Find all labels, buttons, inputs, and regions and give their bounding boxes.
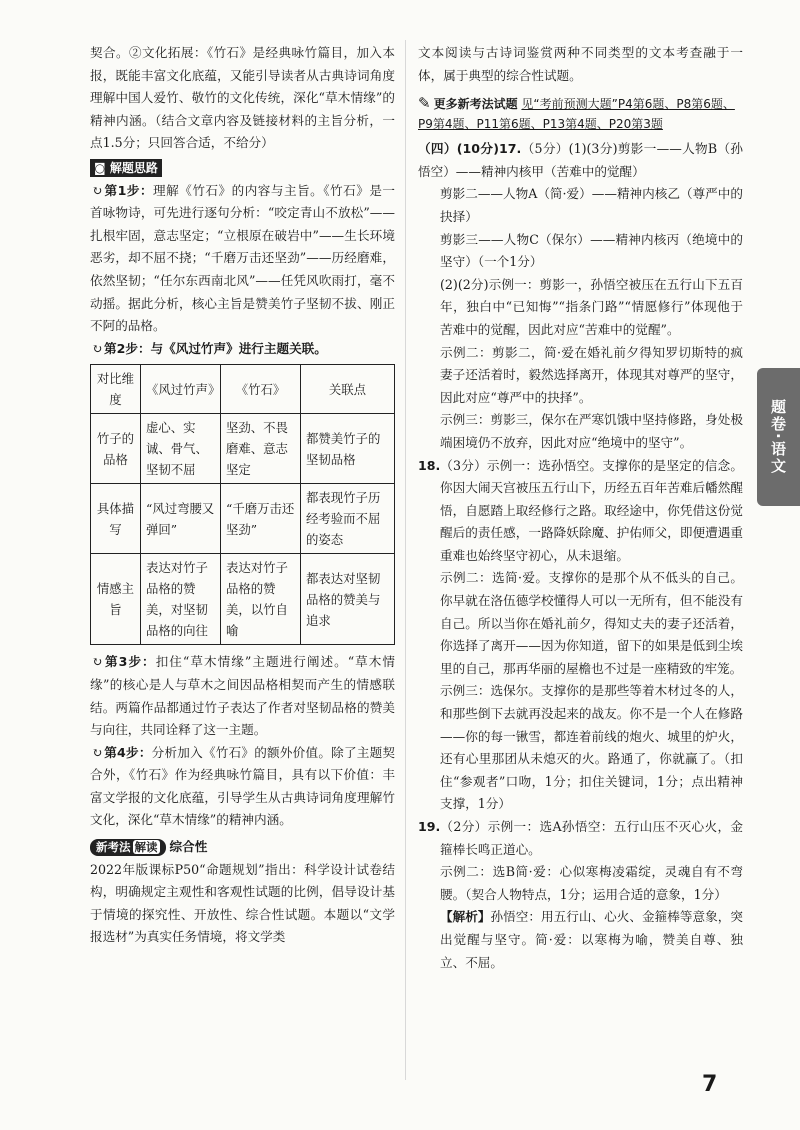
table-header-row	[91, 365, 395, 414]
q17-part2-example3: 示例三：剪影三，保尔在严寒饥饿中坚持修路，身处极端困境仍不放弃，因此对应“绝境中的坚守”。	[440, 412, 743, 450]
table-header-cell: 关联点	[301, 365, 395, 414]
table-cell: 都赞美竹子的坚韧品格	[301, 414, 395, 484]
table-cell: 虚心、实诚、骨气、坚韧不屈	[141, 414, 221, 484]
column-divider	[405, 40, 406, 1080]
q19-example2: 示例二：选B简·爱：心似寒梅凌霜绽，灵魂自有不弯腰。（契合人物特点，1分；运用合适的意象，1分）	[440, 864, 743, 902]
step-1-text: 理解《竹石》的内容与主旨。《竹石》是一首咏物诗，可先进行逐句分析：“咬定青山不放松”——扎根牢固，意志坚定；“立根原在破岩中”——生长环境恶劣，却不屈不挠；“千磨万击还坚劲”——历经磨难，依然坚韧；“任尔东西南北风”——任凭风吹雨打，毫不动摇。据此分析，核心主旨是赞美竹子坚韧不拔、刚正不阿的品格。	[90, 182, 396, 334]
step-2-text: 与《风过竹声》进行主题关联。	[150, 340, 327, 356]
page-number: 7	[702, 1072, 718, 1097]
q19-number: 19.	[418, 819, 441, 834]
table-cell: 情感主旨	[91, 554, 141, 645]
table-cell: 竹子的品格	[91, 414, 141, 484]
q18-number: 18.	[418, 457, 441, 473]
step-4	[90, 742, 395, 832]
step-4-text: 分析加入《竹石》的额外价值。除了主题契合外，《竹石》作为经典咏竹篇目，具有以下价值：丰富文学报的文化底蕴，引导学生从古典诗词角度理解竹文化，深化“草木情缘”的精神内涵。	[90, 744, 396, 828]
step-3	[90, 651, 395, 741]
answer-continuation: 契合。②文化拓展：《竹石》是经典咏竹篇目，加入本报，既能丰富文化底蕴，又能引导读者从古典诗词角度理解中国人爱竹、敬竹的文化传统，深化“草木情缘”的精神内涵。（结合文章内容及链接材料的主旨分析，一点1.5分；只回答合适，不给分）	[90, 45, 395, 151]
q17-part1	[418, 138, 743, 183]
step-3-text: 扣住“草木情缘”主题进行阐述。“草木情缘”的核心是人与草木之间因品格相契而产生的情感联结。两篇作品都通过竹子表达了作者对坚韧品格的赞美与向往，共同诠释了这一主题。	[90, 654, 395, 738]
table-cell: 表达对竹子品格的赞美，以竹自喻	[221, 554, 301, 645]
step-2-label: 第2步：	[104, 340, 151, 356]
new-exam-method-header	[90, 836, 395, 859]
right-column	[418, 42, 743, 974]
q19-analysis	[418, 906, 743, 974]
analysis-text: 孙悟空：用五行山、心火、金箍棒等意象，突出觉醒与坚守。简·爱：以寒梅为喻，赞美自尊、独立、不屈。	[440, 909, 744, 970]
pencil-icon: ✎	[418, 94, 431, 113]
step-arrow-icon: ↻	[91, 654, 103, 670]
q17-part2-example1: (2)(2分)示例一：剪影一，孙悟空被压在五行山下五百年，独白中“已知悔”“指条门路”“情愿修行”体现他于苦难中的觉醒，因此对应“苦难中的觉醒”。	[440, 276, 743, 337]
q17-number: （四）(10分)17.	[418, 141, 522, 157]
step-arrow-icon: ↻	[91, 340, 103, 356]
table-cell: 坚劲、不畏磨难、意志坚定	[221, 414, 301, 484]
table-header-cell: 《竹石》	[221, 365, 301, 414]
more-questions-note	[418, 93, 743, 134]
q18-example3: 示例三：选保尔。支撑你的是那些等着木材过冬的人，和那些倒下去就再没起来的战友。你不是一个人在修路——你的每一锹雪，都连着前线的炮火、城里的炉火，还有心里那团从未熄灭的火。路通了，你就赢了。（扣住“参观者”口吻，1分；扣住关键词，1分；点出精神支撑，1分）	[440, 683, 743, 812]
step-1-label: 第1步：	[104, 182, 154, 198]
more-questions-refs: 见“考前预测大题”P4第6题、P8第6题、P9第4题、P11第6题、P13第4题、P20第3题	[418, 97, 735, 132]
table-header-cell: 《风过竹声》	[141, 365, 221, 414]
q19-example1	[418, 816, 743, 861]
step-3-label: 第3步：	[104, 654, 156, 670]
q18-answer-1: （3分）示例一：选孙悟空。支撑你的是坚定的信念。你因大闹天宫被压五行山下，历经五百年苦难后幡然醒悟，自愿踏上取经修行之路。取经途中，你凭借这份觉醒后的责任感，一路降妖除魔、护佑师父，即便遭遇重重难也始终坚守初心，从未退缩。	[440, 457, 743, 563]
analysis-label: 【解析】	[440, 909, 491, 925]
q17-answer-2: 剪影二——人物A（简·爱）——精神内核乙（尊严中的抉择）	[440, 186, 743, 224]
side-tab-subject: 题卷·语文	[757, 368, 800, 506]
table-row	[91, 554, 395, 645]
new-exam-method-tag	[90, 839, 166, 856]
table-row	[91, 414, 395, 484]
q19-answer-1: （2分）示例一：选A孙悟空：五行山压不灭心火，金箍棒长鸣正道心。	[440, 819, 743, 857]
step-arrow-icon: ↻	[91, 744, 103, 760]
section-title-text: 解题思路	[109, 160, 158, 175]
q18-example2: 示例二：选简·爱。支撑你的是那个从不低头的自己。你早就在洛伍德学校懂得人可以一无所有，但不能没有自己。所以当你在婚礼前夕，得知丈夫的妻子还活着，你选择了离开——因为你知道，留下的如果是低到尘埃里的自己，那再华丽的屋檐也不过是一座精致的牢笼。	[440, 570, 743, 676]
table-header-cell: 对比维度	[91, 365, 141, 414]
tag-label-a: 新考法	[96, 840, 131, 855]
table-cell: 具体描写	[91, 484, 141, 554]
step-4-label: 第4步：	[104, 744, 152, 760]
idea-icon: ◙	[94, 160, 106, 175]
curriculum-note: 2022年版课标P50“命题规划”指出：科学设计试卷结构，明确规定主观性和客观性试题的比例，倡导设计基于情境的探究性、开放性、综合性试题。本题以“文学报选材”为真实任务情境，将文学类	[90, 861, 395, 945]
q17-answer-1: （5分）(1)(3分)剪影一——人物B（孙悟空）——精神内核甲（苦难中的觉醒）	[418, 141, 743, 179]
table-row	[91, 484, 395, 554]
step-1	[90, 180, 395, 338]
table-cell: 都表现竹子历经考验而不屈的姿态	[301, 484, 395, 554]
step-arrow-icon: ↻	[91, 182, 103, 198]
left-column	[90, 42, 395, 949]
curriculum-note-continued: 文本阅读与古诗词鉴赏两种不同类型的文本考查融于一体，属于典型的综合性试题。	[418, 45, 743, 83]
table-cell: 都表达对坚韧品格的赞美与追求	[301, 554, 395, 645]
question-kind-label: 综合性	[169, 839, 208, 855]
tag-label-b: 解读	[134, 840, 158, 855]
table-cell: “风过弯腰又弹回”	[141, 484, 221, 554]
step-2	[90, 338, 395, 361]
section-title-solution-approach	[90, 159, 162, 177]
table-cell: 表达对竹子品格的赞美，对坚韧品格的向往	[141, 554, 221, 645]
table-cell: “千磨万击还坚劲”	[221, 484, 301, 554]
q17-answer-3: 剪影三——人物C（保尔）——精神内核丙（绝境中的坚守）（一个1分）	[440, 231, 743, 270]
comparison-table	[90, 364, 395, 645]
q18-example1	[418, 455, 743, 568]
q17-part2-example2: 示例二：剪影二，简·爱在婚礼前夕得知罗切斯特的疯妻子还活着时，毅然选择离开，体现其对尊严的坚守，因此对应“尊严中的抉择”。	[440, 344, 743, 405]
more-questions-label: 更多新考法试题	[433, 97, 518, 112]
